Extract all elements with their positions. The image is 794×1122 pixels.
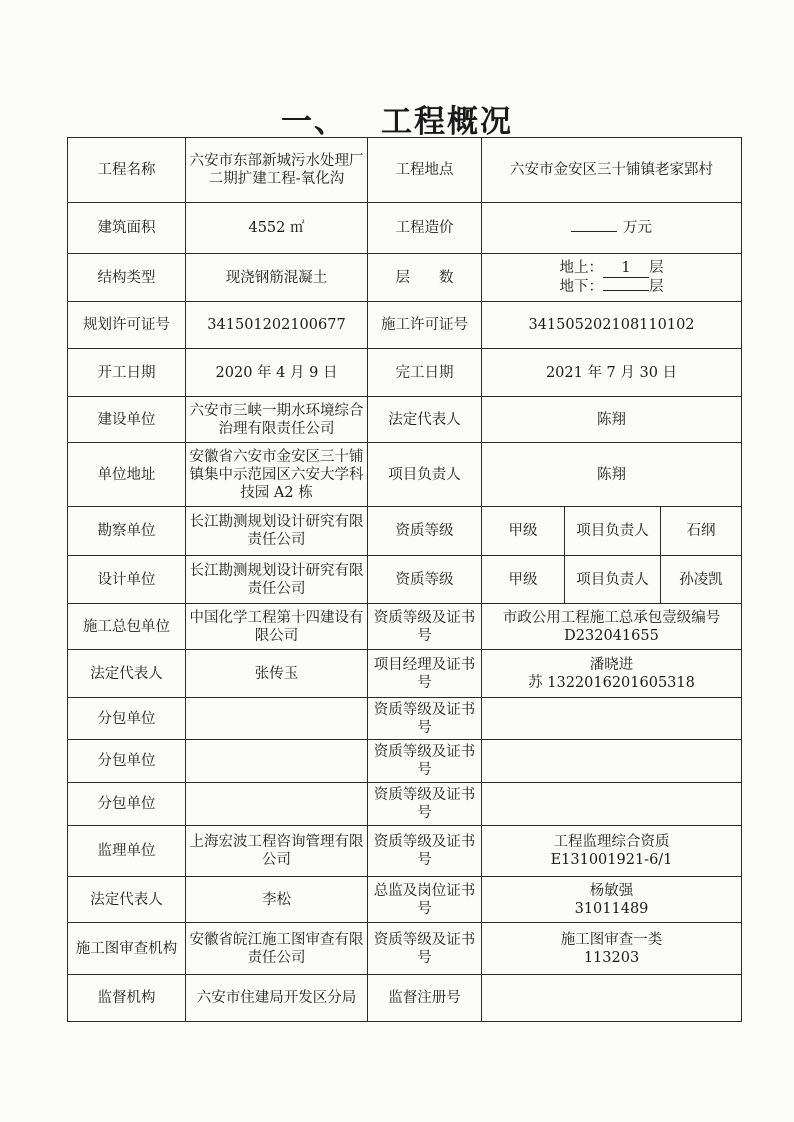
design-grade-label: 资质等级 (368, 556, 482, 604)
project-name-label: 工程名称 (68, 138, 186, 203)
gc-legal-rep-value: 张传玉 (186, 650, 368, 698)
floors-below-value (603, 290, 649, 291)
project-location-value: 六安市金安区三十铺镇老家郢村 (482, 138, 742, 203)
gc-legal-rep-label: 法定代表人 (68, 650, 186, 698)
table-row (68, 349, 742, 397)
floors-below-label: 地下： (559, 279, 603, 295)
floors-above-value: 1 (603, 259, 649, 278)
drawing-review-label: 施工图审查机构 (68, 923, 186, 975)
supervisory-agency-value: 六安市住建局开发区分局 (186, 975, 368, 1022)
floors-above-label: 地上： (559, 260, 603, 276)
drawing-review-value: 安徽省皖江施工图审查有限责任公司 (186, 923, 368, 975)
sub-qualification-value (482, 783, 742, 826)
design-grade-value: 甲级 (482, 556, 565, 604)
table-row (68, 138, 742, 203)
drawing-review-grade: 施工图审查一类 (560, 931, 663, 948)
supervision-cert: E131001921-6/1 (550, 852, 673, 868)
project-manager-cert: 苏 1322016201605318 (528, 674, 695, 691)
table-row (68, 975, 742, 1022)
completion-date-value: 2021 年 7 月 30 日 (482, 349, 742, 397)
builder-value: 六安市三峡一期水环境综合治理有限责任公司 (186, 397, 368, 443)
general-contractor-label: 施工总包单位 (68, 604, 186, 650)
sub-qualification-label: 资质等级及证书号 (368, 740, 482, 783)
legal-rep-label: 法定代表人 (368, 397, 482, 443)
survey-grade-label: 资质等级 (368, 507, 482, 556)
floors-value (482, 254, 742, 302)
table-row (68, 507, 742, 556)
title-text: 工程概况 (381, 104, 513, 140)
survey-pm-value: 石纲 (661, 507, 742, 556)
project-cost-blank (571, 231, 617, 232)
start-date-value: 2020 年 4 月 9 日 (186, 349, 368, 397)
project-manager-label: 项目经理及证书号 (368, 650, 482, 698)
table-row (68, 740, 742, 783)
table-row (68, 826, 742, 877)
table-row (68, 877, 742, 923)
unit-address-value: 安徽省六安市金安区三十铺镇集中示范园区六安大学科技园 A2 栋 (186, 443, 368, 507)
project-cost-label: 工程造价 (368, 203, 482, 254)
subcontractor-value (186, 740, 368, 783)
subcontractor-value (186, 698, 368, 740)
table-row (68, 604, 742, 650)
construction-permit-value: 341505202108110102 (482, 302, 742, 349)
builder-label: 建设单位 (68, 397, 186, 443)
survey-pm-label: 项目负责人 (565, 507, 661, 556)
supervision-qualification-label: 资质等级及证书号 (368, 826, 482, 877)
legal-rep-value: 陈翔 (482, 397, 742, 443)
unit-address-label: 单位地址 (68, 443, 186, 507)
supervision-reg-no-value (482, 975, 742, 1022)
table-row (68, 783, 742, 826)
structure-type-label: 结构类型 (68, 254, 186, 302)
project-manager-value (482, 650, 742, 698)
sub-qualification-value (482, 740, 742, 783)
design-unit-value: 长江勘测规划设计研究有限责任公司 (186, 556, 368, 604)
supervisory-agency-label: 监督机构 (68, 975, 186, 1022)
building-area-value: 4552 ㎡ (186, 203, 368, 254)
supervision-legal-rep-value: 李松 (186, 877, 368, 923)
survey-unit-value: 长江勘测规划设计研究有限责任公司 (186, 507, 368, 556)
completion-date-label: 完工日期 (368, 349, 482, 397)
supervision-legal-rep-label: 法定代表人 (68, 877, 186, 923)
table-row (68, 556, 742, 604)
design-unit-label: 设计单位 (68, 556, 186, 604)
general-contractor-value: 中国化学工程第十四建设有限公司 (186, 604, 368, 650)
floors-label: 层 数 (368, 254, 482, 302)
floors-below-unit: 层 (649, 279, 664, 295)
table-row (68, 254, 742, 302)
project-name-value: 六安市东部新城污水处理厂二期扩建工程-氧化沟 (186, 138, 368, 203)
chief-supervisor-name: 杨敏强 (589, 882, 634, 899)
title-number: 一、 (281, 104, 347, 140)
table-row (68, 443, 742, 507)
building-area-label: 建筑面积 (68, 203, 186, 254)
start-date-label: 开工日期 (68, 349, 186, 397)
survey-grade-value: 甲级 (482, 507, 565, 556)
subcontractor-value (186, 783, 368, 826)
table-row (68, 302, 742, 349)
construction-permit-label: 施工许可证号 (368, 302, 482, 349)
gc-qualification-label: 资质等级及证书号 (368, 604, 482, 650)
supervision-grade: 工程监理综合资质 (553, 834, 670, 850)
project-overview-table (67, 137, 742, 1022)
table-row (68, 698, 742, 740)
project-cost-unit: 万元 (623, 220, 652, 236)
gc-qualification-value: 市政公用工程施工总承包壹级编号 D232041655 (482, 604, 742, 650)
subcontractor-label: 分包单位 (68, 783, 186, 826)
structure-type-value: 现浇钢筋混凝土 (186, 254, 368, 302)
planning-permit-label: 规划许可证号 (68, 302, 186, 349)
table-row (68, 203, 742, 254)
project-lead-value: 陈翔 (482, 443, 742, 507)
subcontractor-label: 分包单位 (68, 740, 186, 783)
chief-supervisor-label: 总监及岗位证书号 (368, 877, 482, 923)
drawing-review-qualification-value (482, 923, 742, 975)
supervision-reg-no-label: 监督注册号 (368, 975, 482, 1022)
design-pm-label: 项目负责人 (565, 556, 661, 604)
sub-qualification-label: 资质等级及证书号 (368, 698, 482, 740)
supervision-unit-value: 上海宏波工程咨询管理有限公司 (186, 826, 368, 877)
survey-unit-label: 勘察单位 (68, 507, 186, 556)
table-row (68, 397, 742, 443)
planning-permit-value: 341501202100677 (186, 302, 368, 349)
drawing-review-cert: 113203 (583, 949, 640, 966)
project-cost-value (482, 203, 742, 254)
supervision-qualification-value (482, 826, 742, 877)
project-location-label: 工程地点 (368, 138, 482, 203)
chief-supervisor-cert: 31011489 (574, 900, 649, 917)
chief-supervisor-value (482, 877, 742, 923)
floors-above-unit: 层 (649, 260, 664, 276)
project-manager-name: 潘晓进 (589, 656, 634, 673)
design-pm-value: 孙凌凯 (661, 556, 742, 604)
subcontractor-label: 分包单位 (68, 698, 186, 740)
sub-qualification-label: 资质等级及证书号 (368, 783, 482, 826)
supervision-unit-label: 监理单位 (68, 826, 186, 877)
page-title (0, 96, 794, 141)
table-row (68, 923, 742, 975)
table-row (68, 650, 742, 698)
project-lead-label: 项目负责人 (368, 443, 482, 507)
drawing-review-qualification-label: 资质等级及证书号 (368, 923, 482, 975)
sub-qualification-value (482, 698, 742, 740)
